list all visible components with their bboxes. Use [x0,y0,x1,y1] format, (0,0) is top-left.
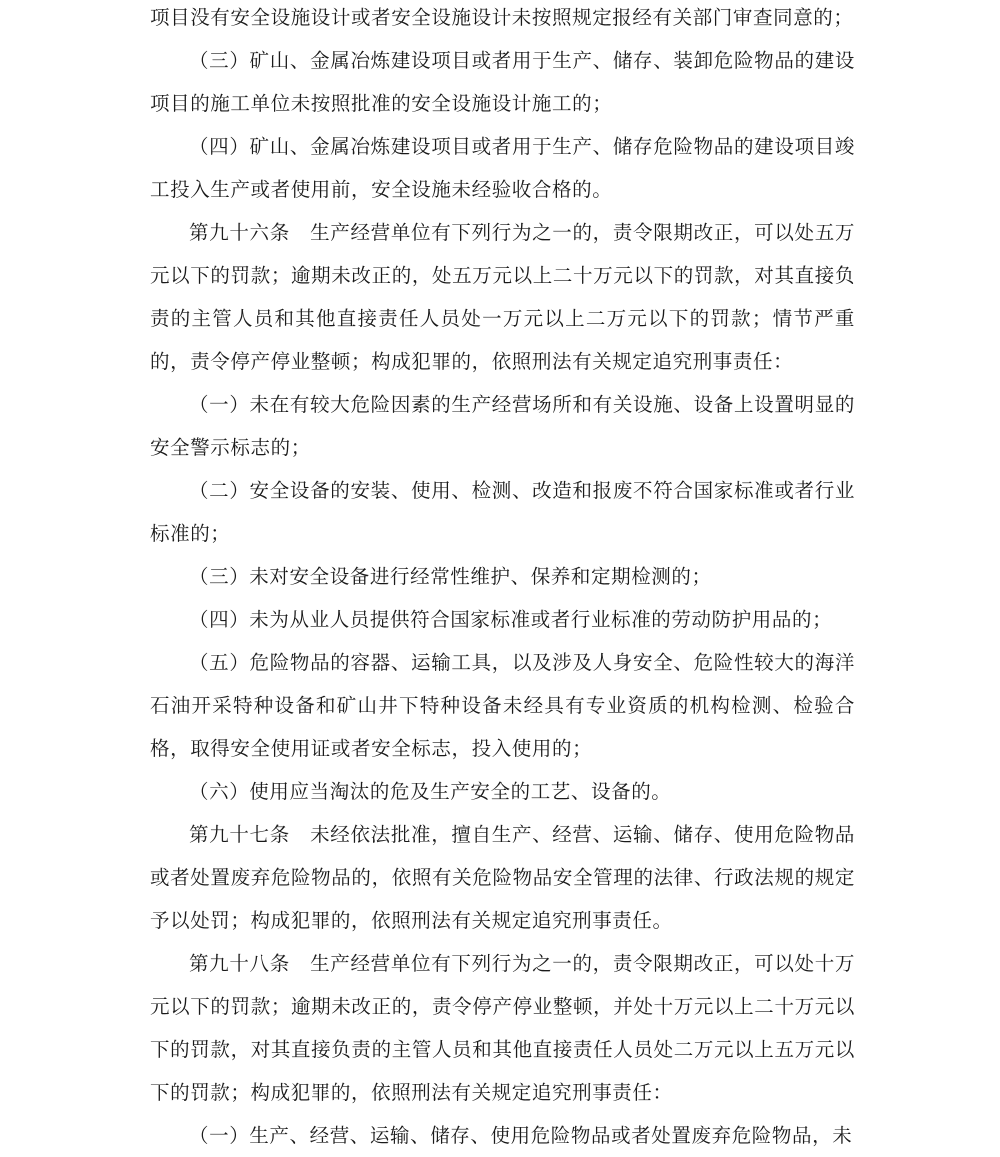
paragraph: （三）未对安全设备进行经常性维护、保养和定期检测的； [189,565,712,588]
paragraph: 项目没有安全设施设计或者安全设施设计未按照规定报经有关部门审查同意的； [150,6,854,29]
article-97-paragraph: 第九十七条 未经依法批准，擅自生产、经营、运输、储存、使用危险物品或者处置废弃危险物品的，依照有关危险物品安全管理的法律、行政法规的规定予以处罚；构成犯罪的，依照刑法有关规定追究刑事责任。 [150,823,855,932]
paragraph: （一）未在有较大危险因素的生产经营场所和有关设施、设备上设置明显的安全警示标志的； [150,393,855,459]
paragraph: （四）未为从业人员提供符合国家标准或者行业标准的劳动防护用品的； [189,608,833,631]
article-98-paragraph: 第九十八条 生产经营单位有下列行为之一的，责令限期改正，可以处十万元以下的罚款；逾期未改正的，责令停产停业整顿，并处十万元以上二十万元以下的罚款，对其直接负责的主管人员和其他直接责任人员处二万元以上五万元以下的罚款；构成犯罪的，依照刑法有关规定追究刑事责任： [150,952,855,1104]
paragraph: （二）安全设备的安装、使用、检测、改造和报废不符合国家标准或者行业标准的； [150,479,855,545]
paragraph: （六）使用应当淘汰的危及生产安全的工艺、设备的。 [189,780,672,803]
document-page [150,0,855,1157]
article-96-paragraph: 第九十六条 生产经营单位有下列行为之一的，责令限期改正，可以处五万元以下的罚款；逾期未改正的，处五万元以上二十万元以下的罚款，对其直接负责的主管人员和其他直接责任人员处一万元以上二万元以下的罚款；情节严重的，责令停产停业整顿；构成犯罪的，依照刑法有关规定追究刑事责任： [150,221,855,373]
paragraph: （一）生产、经营、运输、储存、使用危险物品或者处置废弃危险物品，未 [189,1124,853,1147]
paragraph: （五）危险物品的容器、运输工具，以及涉及人身安全、危险性较大的海洋石油开采特种设备和矿山井下特种设备未经具有专业资质的机构检测、检验合格，取得安全使用证或者安全标志，投入使用的； [150,651,855,760]
paragraph: （四）矿山、金属冶炼建设项目或者用于生产、储存危险物品的建设项目竣工投入生产或者使用前，安全设施未经验收合格的。 [150,135,855,201]
paragraph: （三）矿山、金属冶炼建设项目或者用于生产、储存、装卸危险物品的建设项目的施工单位未按照批准的安全设施设计施工的； [150,49,855,115]
